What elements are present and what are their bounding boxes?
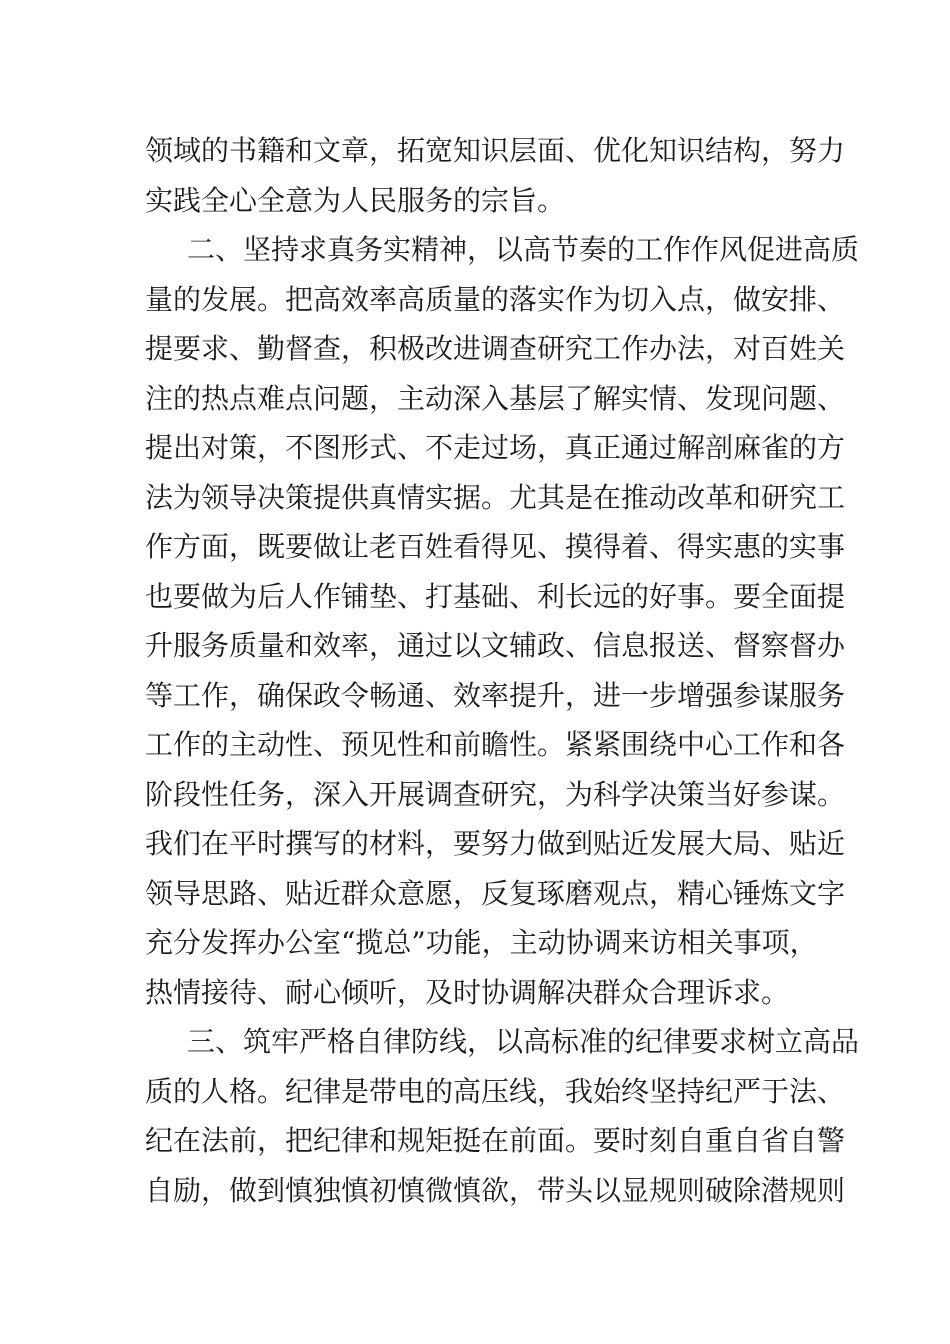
section-heading-line: 二、坚持求真务实精神，以高节奏的工作作风促进高质 [187,233,860,266]
text-line: 充分发挥办公室“揽总”功能，主动协调来访相关事项， [145,926,818,959]
text-line: 质的人格。纪律是带电的高压线，我始终坚持纪严于法、 [145,1074,846,1108]
text-line: 注的热点难点问题，主动深入基层了解实情、发现问题、 [145,381,846,415]
text-line: 也要做为后人作铺垫、打基础、利长远的好事。要全面提 [145,579,846,613]
text-line: 热情接待、耐心倾听，及时协调解决群众合理诉求。 [145,975,790,1009]
text-line: 阶段性任务，深入开展调查研究，为科学决策当好参谋。 [145,777,846,811]
text-line: 纪在法前，把纪律和规矩挺在前面。要时刻自重自省自警 [145,1124,846,1157]
section-heading-line: 三、筑牢严格自律防线，以高标准的纪律要求树立高品 [187,1025,860,1058]
text-line: 自励，做到慎独慎初慎微慎欲，带头以显规则破除潜规则 [145,1173,846,1207]
text-line: 提出对策，不图形式、不走过场，真正通过解剖麻雀的方 [145,431,846,464]
text-line: 升服务质量和效率，通过以文辅政、信息报送、督察督办 [145,629,846,662]
text-line: 领导思路、贴近群众意愿，反复琢磨观点，精心锤炼文字 [145,876,846,910]
text-line: 工作的主动性、预见性和前瞻性。紧紧围绕中心工作和各 [145,728,846,761]
text-line: 量的发展。把高效率高质量的落实作为切入点，做安排、 [145,282,846,316]
text-line: 法为领导决策提供真情实据。尤其是在推动改革和研究工 [145,480,846,514]
text-line: 领域的书籍和文章，拓宽知识层面、优化知识结构，努力 [145,134,846,167]
text-line: 实践全心全意为人民服务的宗旨。 [145,183,566,217]
text-line: 等工作，确保政令畅通、效率提升，进一步增强参谋服务 [145,678,846,712]
text-line: 作方面，既要做让老百姓看得见、摸得着、得实惠的实事 [145,530,846,563]
text-line: 提要求、勤督查，积极改进调查研究工作办法，对百姓关 [145,332,846,365]
body-text [145,126,860,1215]
text-line: 我们在平时撰写的材料，要努力做到贴近发展大局、贴近 [145,827,846,860]
